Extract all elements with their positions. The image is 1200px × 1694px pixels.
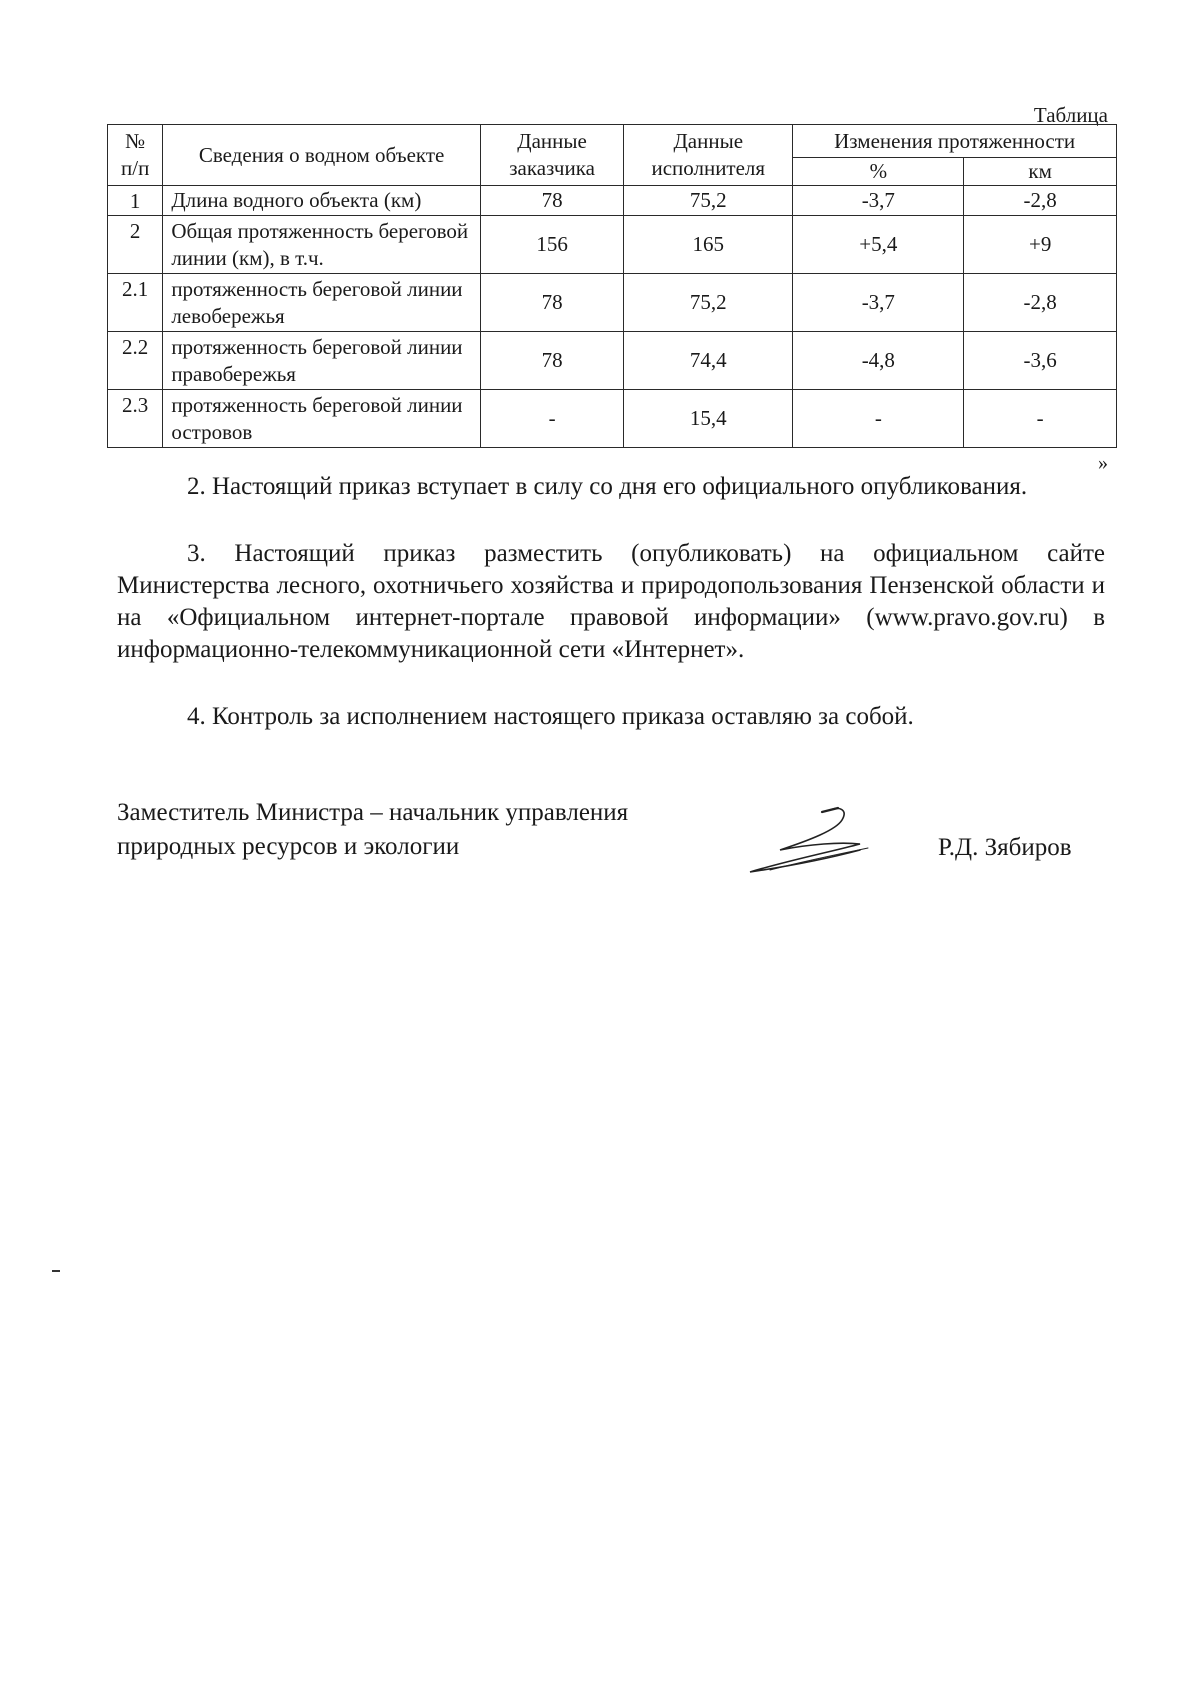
- row-desc: протяженность береговой линии островов: [163, 390, 481, 448]
- row-customer: 78: [480, 186, 623, 216]
- table-row: [108, 274, 1117, 332]
- header-percent: %: [793, 158, 964, 186]
- row-customer: -: [480, 390, 623, 448]
- row-km: -2,8: [964, 274, 1117, 332]
- row-customer: 78: [480, 332, 623, 390]
- row-customer: 78: [480, 274, 623, 332]
- header-km: км: [964, 158, 1117, 186]
- row-num: 2.2: [108, 332, 163, 390]
- signer-position-line-1: Заместитель Министра – начальник управления: [117, 799, 629, 826]
- paragraph-2-text: 2. Настоящий приказ вступает в силу со дня его официального опубликования.: [187, 473, 1028, 500]
- row-desc: Длина водного объекта (км): [163, 186, 481, 216]
- table-row: [108, 186, 1117, 216]
- row-km: -: [964, 390, 1117, 448]
- row-desc: протяженность береговой линии правобережья: [163, 332, 481, 390]
- paragraph-2: [117, 471, 1105, 503]
- row-num: 2.1: [108, 274, 163, 332]
- row-num: 1: [108, 186, 163, 216]
- signer-name: Р.Д. Зябиров: [938, 834, 1072, 861]
- header-info: Сведения о водном объекте: [163, 125, 481, 186]
- row-contractor: 75,2: [624, 274, 793, 332]
- header-num: № п/п: [108, 125, 163, 186]
- paragraph-4-text: 4. Контроль за исполнением настоящего приказа оставляю за собой.: [187, 703, 914, 730]
- signer-position: [117, 796, 628, 864]
- row-percent: +5,4: [793, 216, 964, 274]
- header-change: Изменения протяженности: [793, 125, 1117, 158]
- table-row: [108, 332, 1117, 390]
- header-customer: Данные заказчика: [480, 125, 623, 186]
- table-row: [108, 390, 1117, 448]
- paragraph-4: [117, 701, 1105, 733]
- row-contractor: 15,4: [624, 390, 793, 448]
- row-num: 2: [108, 216, 163, 274]
- header-contractor: Данные исполнителя: [624, 125, 793, 186]
- scan-speck: [52, 1270, 60, 1272]
- handwritten-signature: [740, 800, 880, 885]
- row-num: 2.3: [108, 390, 163, 448]
- paragraph-3-text: 3. Настоящий приказ разместить (опубликовать) на официальном сайте Министерства лесного, охотничьего хозяйства и природопользования Пензенской области и на «Официальном интернет-портале правовой информации» (www.pravo.gov.ru) в информационно-телекоммуникационной сети «Интернет».: [117, 540, 1105, 663]
- row-customer: 156: [480, 216, 623, 274]
- table-row: [108, 216, 1117, 274]
- row-km: -3,6: [964, 332, 1117, 390]
- row-percent: -3,7: [793, 274, 964, 332]
- row-percent: -4,8: [793, 332, 964, 390]
- row-percent: -: [793, 390, 964, 448]
- signer-position-line-2: природных ресурсов и экологии: [117, 833, 460, 860]
- row-percent: -3,7: [793, 186, 964, 216]
- row-contractor: 165: [624, 216, 793, 274]
- paragraph-3: [117, 538, 1105, 666]
- closing-quote: »: [1098, 452, 1108, 474]
- row-km: -2,8: [964, 186, 1117, 216]
- row-contractor: 75,2: [624, 186, 793, 216]
- table-caption: Таблица: [1033, 103, 1108, 127]
- row-desc: Общая протяженность береговой линии (км), в т.ч.: [163, 216, 481, 274]
- water-body-table: [107, 124, 1117, 448]
- row-km: +9: [964, 216, 1117, 274]
- row-contractor: 74,4: [624, 332, 793, 390]
- row-desc: протяженность береговой линии левобережья: [163, 274, 481, 332]
